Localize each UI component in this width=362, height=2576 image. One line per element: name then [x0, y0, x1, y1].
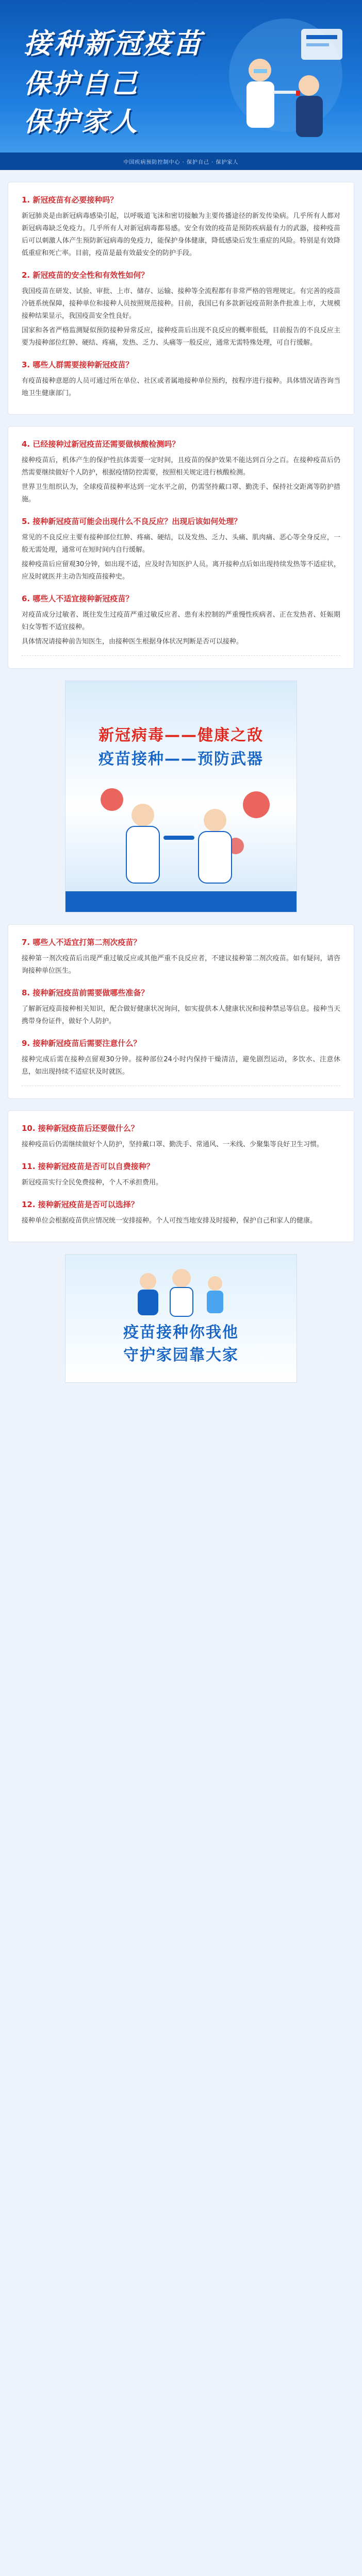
answer-6-p2: 具体情况请接种前告知医生，由接种医生根据身体状况判断是否可以接种。 [22, 638, 243, 646]
vaccination-illustration [224, 13, 348, 152]
answer-6-p1: 对疫苗成分过敏者、既往发生过疫苗严重过敏反应者、患有未控制的严重慢性疾病者、正在发热者、妊娠期妇女等暂不适宜接种。 [22, 611, 340, 631]
question-1: 1. 新冠疫苗有必要接种吗？ [22, 195, 118, 205]
hero-banner [0, 0, 362, 170]
question-9: 9. 接种新冠疫苗后需要注意什么？ [22, 1039, 141, 1048]
question-10: 10. 接种新冠疫苗后还要做什么？ [22, 1124, 139, 1133]
answer-5-p2: 接种疫苗后应留观30分钟，如出现不适，应及时告知医护人员。离开接种点后如出现持续发热等不适症状，应及时就医并主动告知疫苗接种史。 [22, 561, 340, 581]
answer-11-p1: 新冠疫苗实行全民免费接种，个人不承担费用。 [22, 1179, 163, 1187]
qa-card-1 [8, 182, 354, 414]
question-3: 3. 哪些人群需要接种新冠疫苗？ [22, 360, 134, 369]
poster1-line1: 新冠病毒——健康之敌 [98, 726, 264, 744]
hero-title-line2: 保护自己 [24, 69, 140, 99]
hero-footer-text: 中国疾病预防控制中心 · 保护自己 · 保护家人 [0, 152, 362, 170]
answer-12-p1: 接种单位会根据疫苗供应情况统一安排接种。个人可按当地安排及时接种，保护自己和家人的健康。 [22, 1217, 317, 1225]
doctor-illustration [65, 681, 297, 912]
poster1-line2: 疫苗接种——预防武器 [98, 750, 264, 768]
answer-3-p1: 有疫苗接种意愿的人员可通过所在单位、社区或者属地接种单位预约，按程序进行接种。具体情况请咨询当地卫生健康部门。 [22, 377, 340, 397]
answer-5-p1: 常见的不良反应主要有接种部位红肿、疼痛、硬结，以及发热、乏力、头痛、肌肉痛、恶心等全身反应，一般无需处理，通常可在短时间内自行缓解。 [22, 534, 340, 554]
answer-7-p1: 接种第一剂次疫苗后出现严重过敏反应或其他严重不良反应者，不建议接种第二剂次疫苗。如有疑问，请咨询接种单位医生。 [22, 955, 340, 975]
answer-9-p1: 接种完成后需在接种点留观30分钟。接种部位24小时内保持干燥清洁，避免剧烈运动，多饮水、注意休息，如出现持续不适症状及时就医。 [22, 1056, 340, 1076]
poster-vaccination-together [65, 1254, 297, 1383]
question-11: 11. 接种新冠疫苗是否可以自费接种？ [22, 1162, 154, 1171]
poster1-footer [65, 891, 297, 912]
hero-title-line3: 保护家人 [24, 107, 140, 138]
answer-1-p1: 新冠肺炎是由新冠病毒感染引起，以呼吸道飞沫和密切接触为主要传播途径的新发传染病。几乎所有人都对新冠病毒缺乏免疫力。几乎所有人对新冠病毒都易感。安全有效的疫苗是预防疾病最有力的武器，接种疫苗后可以刺激人体产生预防新冠病毒的免疫力，能保护身体健康，降低感染后发生重症的风险。特别是有效降低重症和死亡率。目前，疫苗是最有效最安全的防护手段。 [22, 212, 340, 257]
answer-8-p1: 了解新冠疫苗接种相关知识，配合做好健康状况询问，如实提供本人健康状况和接种禁忌等信息。接种当天携带身份证件，做好个人防护。 [22, 1005, 340, 1025]
poster-health-enemy [65, 681, 297, 912]
poster2-line1: 疫苗接种你我他 [123, 1324, 239, 1342]
question-7: 7. 哪些人不适宜打第二剂次疫苗？ [22, 938, 141, 947]
question-8: 8. 接种新冠疫苗前需要做哪些准备？ [22, 988, 149, 997]
question-12: 12. 接种新冠疫苗是否可以选择？ [22, 1200, 139, 1209]
question-2: 2. 新冠疫苗的安全性和有效性如何？ [22, 270, 149, 280]
answer-2-p1: 我国疫苗在研发、试验、审批、上市、储存、运输、接种等全流程都有非常严格的管理规定。有完善的疫苗冷链系统保障，接种单位和接种人员按照规范接种。目前，我国已有多款新冠疫苗附条件批准上市，大规模接种结果显示，我国疫苗安全性良好。 [22, 287, 340, 320]
qa-card-4 [8, 1111, 354, 1242]
section-divider [22, 655, 340, 656]
hero-title-line1: 接种新冠疫苗 [24, 27, 203, 60]
qa-card-2 [8, 427, 354, 668]
answer-4-p1: 接种疫苗后，机体产生的保护性抗体需要一定时间，且疫苗的保护效果不能达到百分之百。在接种疫苗后仍然需要继续做好个人防护，根据疫情防控需要，按照相关规定进行核酸检测。 [22, 456, 340, 477]
answer-2-p2: 国家和各省严格监测疑似预防接种异常反应，接种疫苗后出现不良反应的概率很低，目前报告的不良反应主要为接种部位红肿、硬结、疼痛，发热、乏力、头痛等一般反应，通常无需特殊处理，可自行缓解。 [22, 327, 340, 347]
answer-4-p2: 世界卫生组织认为，全球疫苗接种率达到一定水平之前，仍需坚持戴口罩、勤洗手、保持社交距离等防护措施。 [22, 483, 340, 503]
poster2-line2: 守护家园靠大家 [123, 1346, 239, 1364]
question-6: 6. 哪些人不适宜接种新冠疫苗？ [22, 594, 134, 603]
answer-10-p1: 接种疫苗后仍需继续做好个人防护，坚持戴口罩、勤洗手、常通风、一米线、少聚集等良好卫生习惯。 [22, 1141, 324, 1148]
qa-card-3 [8, 925, 354, 1098]
question-4: 4. 已经接种过新冠疫苗还需要做核酸检测吗？ [22, 439, 180, 449]
question-5: 5. 接种新冠疫苗可能会出现什么不良反应？出现后该如何处理？ [22, 517, 242, 526]
